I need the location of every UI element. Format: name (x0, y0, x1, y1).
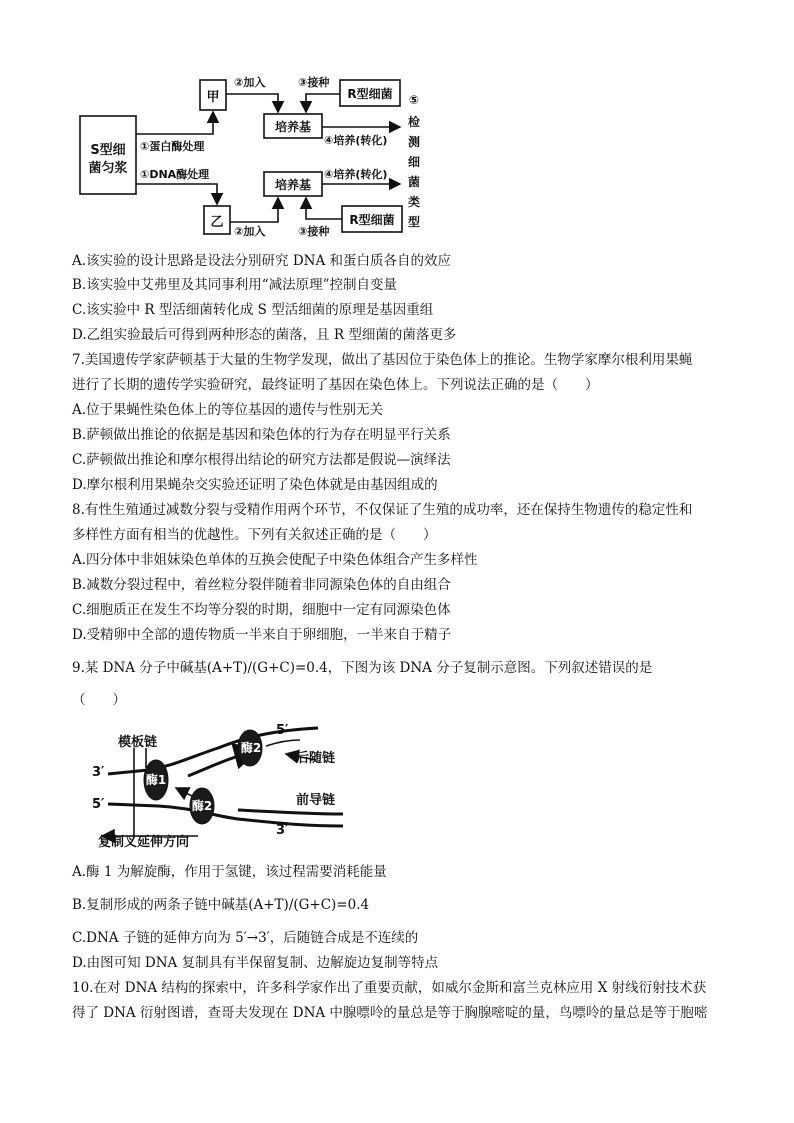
q10-stem-2: 得了 DNA 衍射图谱，查哥夫发现在 DNA 中腺嘌呤的量总是等于胸腺嘧啶的量，鸟嘌呤的量总是等于胞嘧 (72, 1005, 708, 1021)
q8-option-d: D.受精卵中全部的遗传物质一半来自于卵细胞，一半来自于精子 (72, 627, 452, 643)
leading-strand (238, 810, 343, 814)
yi-label: 乙 (210, 215, 224, 230)
s-label-1: S型细 (90, 143, 126, 158)
q9-formula: (A+T)/(G+C)=0.4 (206, 660, 328, 676)
q7-stem-2: 进行了长期的遗传学实验研究，最终证明了基因在染色体上。下列说法正确的是（ ） (72, 377, 599, 393)
protease-label: ①蛋白酶处理 (140, 140, 205, 153)
svg-text:细: 细 (407, 155, 421, 169)
enzyme-2-bottom-label: 酶2 (191, 799, 213, 813)
avery-experiment-figure (78, 72, 438, 242)
q9-option-b (72, 895, 732, 915)
q7-option-d: D.摩尔根利用果蝇杂交实验还证明了染色体就是由基因组成的 (72, 477, 438, 493)
q6-option-a: A.该实验的设计思路是设法分别研究 DNA 和蛋白质各自的效应 (72, 253, 452, 269)
q7-stem-1: 7.美国遗传学家萨顿基于大量的生物学发现，做出了基因位于染色体上的推论。生物学家摩尔根利用果蝇 (72, 352, 693, 368)
r-label-bottom: R型细菌 (349, 213, 395, 227)
q7-option-a: A.位于果蝇性染色体上的等位基因的遗传与性别无关 (72, 402, 384, 418)
lagging-strand-tail (266, 740, 300, 746)
three-prime-bottom-label: 3′ (276, 823, 289, 838)
q9-option-b-formula: (A+T)/(G+C)=0.4 (248, 897, 370, 913)
inoculate-label-bottom: ③接种 (298, 225, 330, 238)
enzyme-1-label: 酶1 (145, 773, 167, 787)
q6-option-c: C.该实验中 R 型活细菌转化成 S 型活细菌的原理是基因重组 (72, 302, 434, 318)
q8-option-a: A.四分体中非姐妹染色单体的互换会使配子中染色体组合产生多样性 (72, 552, 478, 568)
q9-option-a: A.酶 1 为解旋酶，作用于氢键，该过程需要消耗能量 (72, 864, 387, 880)
svg-text:⑤: ⑤ (408, 93, 420, 107)
culture-label-bottom: 培养基 (274, 178, 312, 192)
svg-text:菌: 菌 (407, 175, 421, 189)
detect-bacteria-type-label (408, 93, 421, 229)
add-label-top: ②加入 (234, 76, 266, 89)
culture-transform-label-top: ④培养(转化) (324, 134, 388, 147)
lagging-strand-label: 后随链 (296, 751, 336, 766)
q9-stem (72, 658, 732, 678)
q9-paren: （ ） (72, 692, 126, 708)
three-prime-top-label: 3′ (92, 765, 105, 780)
q9-option-b-pre: B.复制形成的两条子链中碱基 (72, 897, 249, 913)
q8-stem-2: 多样性方面有相当的优越性。下列有关叙述正确的是（ ） (72, 527, 437, 543)
svg-text:测: 测 (407, 135, 421, 149)
dnase-label: ①DNA酶处理 (140, 168, 210, 181)
q8-stem-1: 8.有性生殖通过减数分裂与受精作用两个环节，不仅保证了生殖的成功率，还在保持生物遗传的稳定性和 (72, 502, 693, 518)
fork-direction-label: 复制叉延伸方向 (98, 835, 190, 848)
inoculate-label-top: ③接种 (298, 76, 330, 89)
svg-text:类: 类 (407, 195, 421, 209)
q8-option-b: B.减数分裂过程中，着丝粒分裂伴随着非同源染色体的自由组合 (72, 577, 451, 593)
q9-stem-pre: 9.某 DNA 分子中碱基 (72, 660, 207, 676)
q9-stem-post: ，下图为该 DNA 分子复制示意图。下列叙述错误的是 (327, 660, 653, 676)
svg-text:检: 检 (407, 115, 421, 129)
q9-option-d: D.由图可知 DNA 复制具有半保留复制、边解旋边复制等特点 (72, 955, 439, 971)
add-label-bottom: ②加入 (234, 225, 266, 238)
s-label-2: 菌匀浆 (88, 161, 128, 176)
leading-strand-label: 前导链 (296, 793, 336, 808)
culture-label-top: 培养基 (274, 120, 312, 134)
five-prime-top-label: 5′ (276, 723, 289, 738)
q7-option-c: C.萨顿做出推论和摩尔根得出结论的研究方法都是假说—演绎法 (72, 452, 451, 468)
q6-option-d: D.乙组实验最后可得到两种形态的菌落，且 R 型细菌的菌落更多 (72, 327, 457, 343)
q10-stem-1: 10.在对 DNA 结构的探索中，许多科学家作出了重要贡献，如威尔金斯和富兰克林应用 X 射线衍射技术获 (72, 980, 707, 996)
enzyme-2-top-label: 酶2 (240, 741, 262, 755)
r-label-top: R型细菌 (347, 87, 393, 101)
dna-replication-figure (88, 718, 378, 848)
template-strand-label: 模板链 (118, 735, 158, 750)
svg-text:型: 型 (407, 215, 421, 229)
q7-option-b: B.萨顿做出推论的依据是基因和染色体的行为存在明显平行关系 (72, 427, 451, 443)
q9-option-c: C.DNA 子链的延伸方向为 5′→3′，后随链合成是不连续的 (72, 930, 419, 946)
jia-label: 甲 (206, 90, 220, 105)
q8-option-c: C.细胞质正在发生不均等分裂的时期，细胞中一定有同源染色体 (72, 602, 451, 618)
five-prime-left-label: 5′ (92, 797, 105, 812)
culture-transform-label-bottom: ④培养(转化) (324, 168, 388, 181)
q6-option-b: B.该实验中艾弗里及其同事利用“减法原理”控制自变量 (72, 277, 398, 293)
